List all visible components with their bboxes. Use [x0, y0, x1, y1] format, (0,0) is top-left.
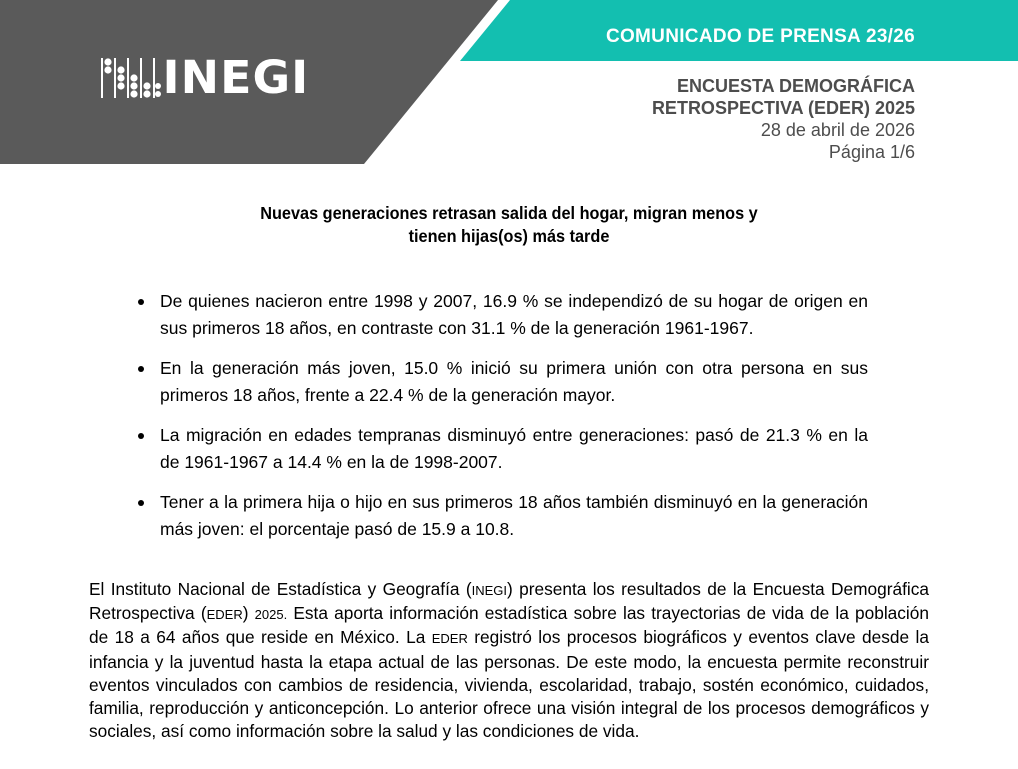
key-findings-list — [135, 288, 868, 556]
press-release-header — [0, 0, 1018, 170]
intro-paragraph — [89, 578, 929, 743]
text-run: Esta aporta información estadística sobre las trayectorias de vida de la población de 18 a 64 años que reside en México. La — [89, 603, 929, 648]
list-item — [135, 355, 868, 409]
survey-title-line2: RETROSPECTIVA (EDER) 2025 — [651, 98, 915, 118]
abbr-eder: EDER — [206, 607, 243, 623]
headline — [175, 202, 843, 248]
text-run: ) presenta los resultados de la Encuesta Demográfica Retrospectiva ( — [89, 579, 929, 624]
text-run: registró los procesos biográficos y eventos clave desde la infancia y la juventud hasta la etapa actual de las personas. De este modo, la encuesta permite reconstruir eventos vinculados con cambios de residencia, vivienda, escolaridad, trabajo, sostén económico, cuidados, familia, reproducción y anticoncepción. Lo anterior ofrece una visión integral de los procesos demográficos y sociales, así como información sobre la salud y las condiciones de vida. — [89, 627, 929, 742]
list-item-text: Tener a la primera hija o hijo en sus primeros 18 años también disminuyó en la generación más joven: el porcentaje pasó de 15.9 a 10.8. — [160, 492, 868, 539]
survey-title-line1: ENCUESTA DEMOGRÁFICA — [677, 76, 915, 96]
survey-year: 2025. — [254, 607, 288, 623]
bullet-icon — [138, 433, 144, 439]
list-item-text: De quienes nacieron entre 1998 y 2007, 16.9 % se independizó de su hogar de origen en sus primeros 18 años, en contraste con 31.1 % de la generación 1961-1967. — [160, 291, 868, 338]
list-item-text: En la generación más joven, 15.0 % inició su primera unión con otra persona en sus primeros 18 años, frente a 22.4 % de la generación mayor. — [160, 358, 868, 405]
abbr-eder: EDER — [431, 631, 468, 647]
bullet-icon — [138, 299, 144, 305]
list-item — [135, 422, 868, 476]
headline-line1: Nuevas generaciones retrasan salida del hogar, migran menos y — [260, 203, 758, 223]
page-number: Página 1/6 — [828, 142, 915, 162]
bullet-icon — [138, 500, 144, 506]
text-run: ) — [242, 603, 255, 624]
headline-line2: tienen hijas(os) más tarde — [408, 226, 610, 246]
text-run: El Instituto Nacional de Estadística y Geografía ( — [89, 579, 472, 599]
logo-wordmark: INEGI — [162, 51, 310, 104]
bullet-icon — [138, 366, 144, 372]
release-meta — [652, 75, 915, 163]
release-date: 28 de abril de 2026 — [760, 120, 915, 140]
list-item — [135, 288, 868, 342]
list-item-text: La migración en edades tempranas disminuyó entre generaciones: pasó de 21.3 % en la de 1961-1967 a 14.4 % en la de 1998-2007. — [160, 425, 868, 472]
abbr-inegi: INEGI — [471, 583, 507, 598]
press-release-number: COMUNICADO DE PRENSA 23/26 — [605, 26, 915, 47]
list-item — [135, 489, 868, 543]
inegi-logo — [100, 51, 310, 104]
abacus-icon — [100, 57, 162, 99]
